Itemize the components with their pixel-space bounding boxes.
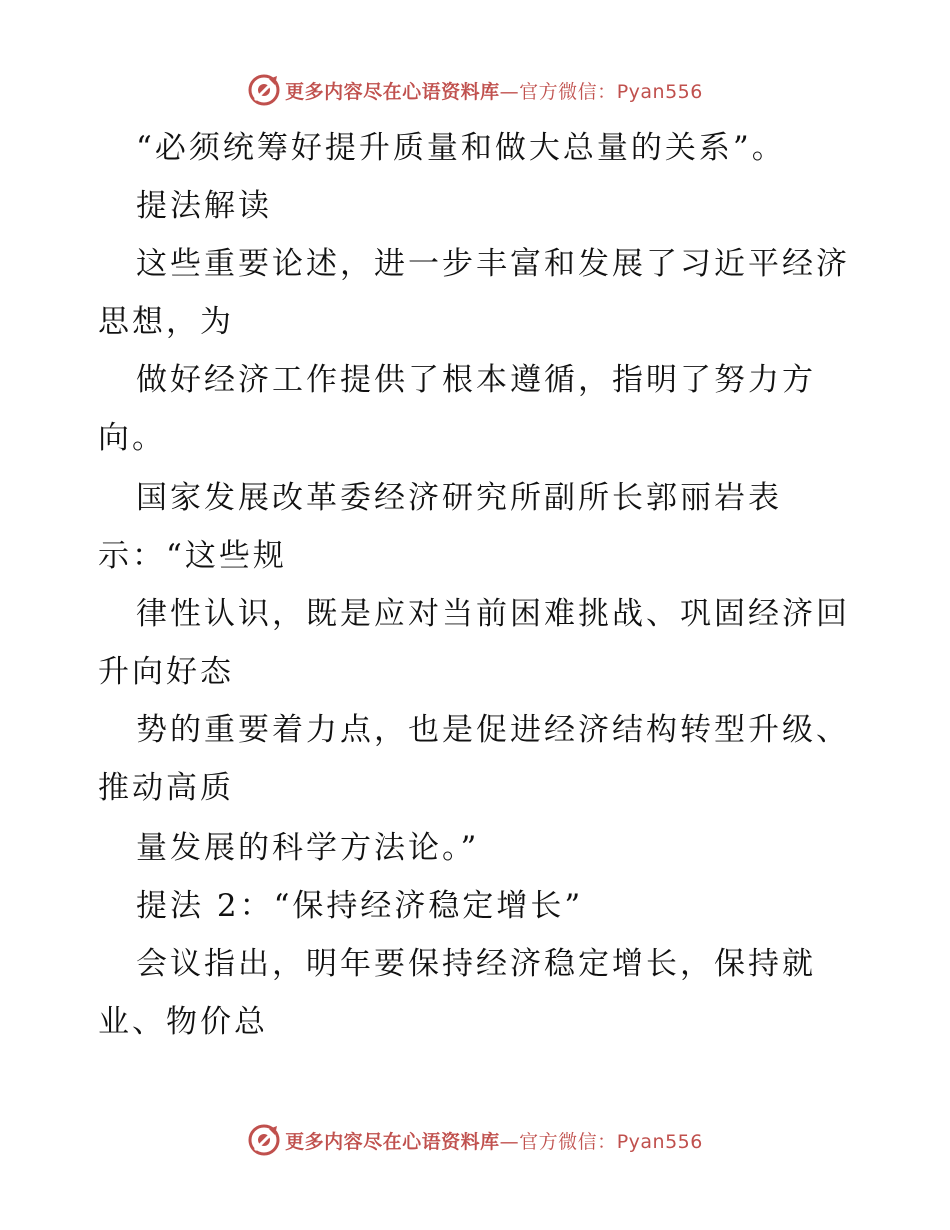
text-line: 思想，为 (98, 304, 234, 340)
footer-wechat-id: Pyan556 (616, 1130, 703, 1153)
header-wechat-id: Pyan556 (616, 80, 703, 103)
header-dash: — (499, 80, 520, 103)
text-line: 向。 (98, 420, 166, 456)
text-line: 升向好态 (98, 654, 234, 690)
text-line: “必须统筹好提升质量和做大总量的关系”。 (136, 130, 786, 166)
footer-banner (0, 1120, 950, 1160)
header-wechat-text: 官方微信： (519, 80, 617, 103)
footer-text (285, 1127, 703, 1154)
header-text (285, 77, 703, 104)
header-banner (0, 70, 950, 110)
text-line: 推动高质 (98, 770, 234, 806)
logo-icon (247, 73, 281, 107)
footer-wechat-text: 官方微信： (519, 1130, 617, 1153)
logo-icon (247, 1123, 281, 1157)
text-line: 示：“这些规 (98, 538, 287, 574)
footer-cn-text: 更多内容尽在心语资料库 (285, 1130, 500, 1153)
text-line: 会议指出，明年要保持经济稳定增长，保持就 (136, 946, 816, 982)
text-line: 国家发展改革委经济研究所副所长郭丽岩表 (136, 480, 782, 516)
text-line: 提法解读 (136, 188, 272, 224)
text-line: 势的重要着力点，也是促进经济结构转型升级、 (136, 712, 850, 748)
footer-dash: — (499, 1130, 520, 1153)
text-line: 业、物价总 (98, 1004, 268, 1040)
text-line: 律性认识，既是应对当前困难挑战、巩固经济回 (136, 596, 850, 632)
text-line: 这些重要论述，进一步丰富和发展了习近平经济 (136, 246, 850, 282)
header-cn-text: 更多内容尽在心语资料库 (285, 80, 500, 103)
text-line: 量发展的科学方法论。” (136, 830, 480, 866)
text-line: 提法 2：“保持经济稳定增长” (136, 888, 584, 924)
text-line: 做好经济工作提供了根本遵循，指明了努力方 (136, 362, 816, 398)
